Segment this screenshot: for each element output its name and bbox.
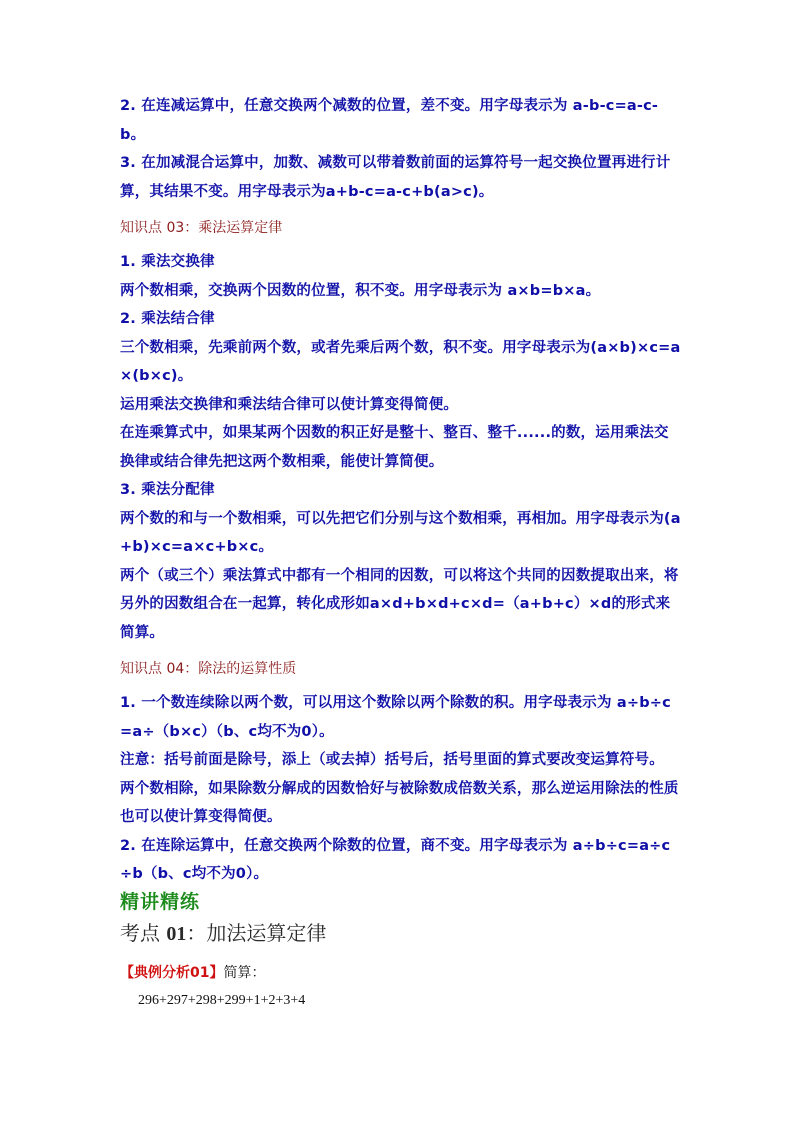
rule-multiplication-commutative-title: 1. 乘法交换律 xyxy=(120,254,215,270)
rule-distributive-title: 3. 乘法分配律 xyxy=(120,482,215,498)
example-text: 简算： xyxy=(223,964,266,981)
rule-add-subtract-mix: 3. 在加减混合运算中，加数、减数可以带着数前面的运算符号一起交换位置再进行计算，其结果不变。用字母表示为a+b-c=a-c+b(a>c)。 xyxy=(120,155,671,200)
rule-subtraction-swap: 2. 在连减运算中，任意交换两个减数的位置，差不变。用字母表示为 a-b-c=a-c-b。 xyxy=(120,98,659,143)
example-expression: 296+297+298+299+1+2+3+4 xyxy=(138,992,306,1008)
note-parentheses: 注意：括号前面是除号，添上（或去掉）括号后，括号里面的算式要改变运算符号。 xyxy=(120,752,664,768)
rule-multiplication-associative: 三个数相乘，先乘前两个数，或者先乘后两个数，积不变。用字母表示为(a×b)×c=a×(b×c)。 xyxy=(120,339,681,384)
heading-knowledge-04: 知识点 04：除法的运算性质 xyxy=(120,661,297,677)
rule-division-consecutive: 1. 一个数连续除以两个数，可以用这个数除以两个除数的积。用字母表示为 a÷b÷c=a÷（b×c）（b、c均不为0）。 xyxy=(120,695,671,740)
kaodian-prefix: 考点 xyxy=(120,920,167,945)
rule-multiplication-associative-title: 2. 乘法结合律 xyxy=(120,311,215,327)
rule-distributive: 两个数的和与一个数相乘，可以先把它们分别与这个数相乘，再相加。用字母表示为(a+b)×c=a×c+b×c。 xyxy=(120,510,681,555)
note-common-factor: 两个（或三个）乘法算式中都有一个相同的因数，可以将这个共同的因数提取出来，将另外的因数组合在一起算，转化成形如a×d+b×d+c×d=（a+b+c）×d的形式来简算。 xyxy=(120,567,679,641)
note-continuous-multiplication: 在连乘算式中，如果某两个因数的积正好是整十、整百、整千......的数，运用乘法交换律或结合律先把这两个数相乘，能使计算简便。 xyxy=(120,425,669,470)
rule-multiplication-commutative: 两个数相乘，交换两个因数的位置，积不变。用字母表示为 a×b=b×a。 xyxy=(120,282,601,299)
note-simplify: 运用乘法交换律和乘法结合律可以使计算变得简便。 xyxy=(120,396,459,413)
kaodian-suffix: ：加法运算定律 xyxy=(186,920,327,945)
example-tag: 【典例分析01】 xyxy=(120,964,224,981)
heading-knowledge-03: 知识点 03：乘法运算定律 xyxy=(120,220,283,236)
kaodian-number: 01 xyxy=(166,922,187,945)
note-division-factor: 两个数相除，如果除数分解成的因数恰好与被除数成倍数关系，那么逆运用除法的性质也可以使计算变得简便。 xyxy=(120,780,679,825)
section-title: 精讲精练 xyxy=(120,890,201,913)
rule-division-swap: 2. 在连除运算中，任意交换两个除数的位置，商不变。用字母表示为 a÷b÷c=a÷c÷b（b、c均不为0）。 xyxy=(120,837,671,882)
example-line xyxy=(120,962,682,984)
kaodian-title xyxy=(120,915,682,952)
document-content xyxy=(120,92,682,1012)
